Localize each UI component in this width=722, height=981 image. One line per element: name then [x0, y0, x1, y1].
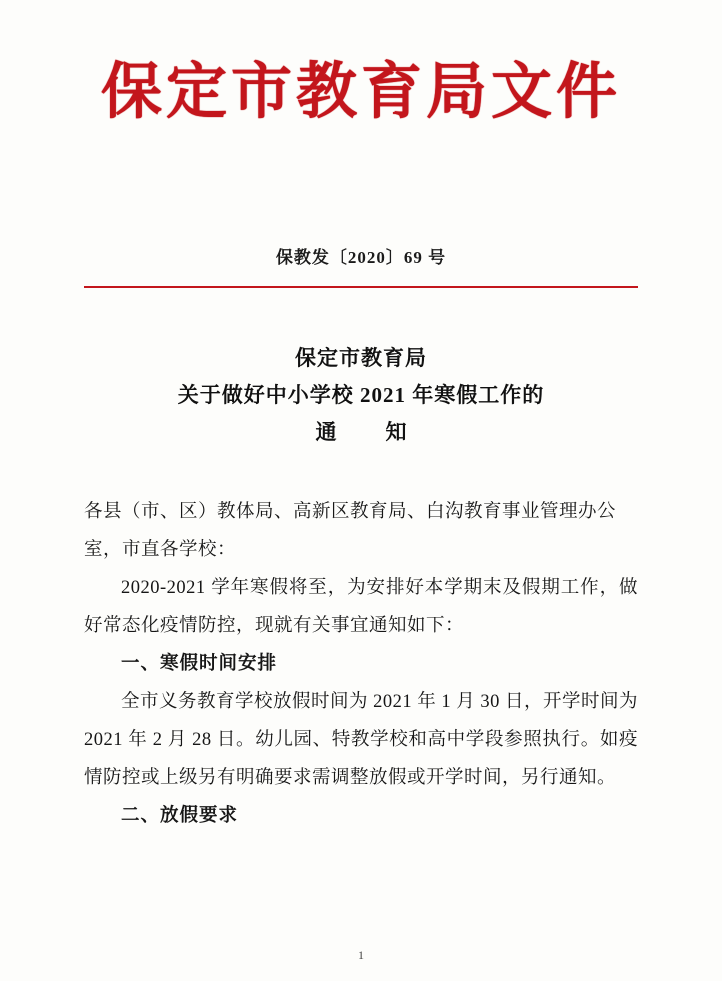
section-1-heading: 一、寒假时间安排	[121, 653, 278, 674]
section-2-heading: 二、放假要求	[121, 805, 239, 826]
addressee-line-2: 室，市直各学校：	[84, 540, 237, 561]
title-line-subject: 关于做好中小学校 2021 年寒假工作的	[177, 382, 545, 407]
intro-paragraph: 2020-2021 学年寒假将至，为安排好本学期末及假期工作，做好常态化疫情防控，现就有关事宜通知如下：	[84, 578, 638, 637]
title-line-issuer: 保定市教育局	[295, 346, 427, 370]
title-block	[84, 340, 638, 450]
title-line-notice: 通 知	[315, 419, 421, 444]
section-1-paragraph: 全市义务教育学校放假时间为 2021 年 1 月 30 日，开学时间为 2021 年 2 月 28 日。幼儿园、特教学校和高中学段参照执行。如疫情防控或上级另有明确要求需调整放假或开学时间，另行通知。	[84, 691, 639, 788]
document-number: 保教发〔2020〕69 号	[275, 248, 447, 267]
page-number: 1	[358, 948, 364, 962]
body-text	[84, 494, 638, 835]
masthead-title: 保定市教育局文件	[100, 59, 621, 126]
addressee-line-1: 各县（市、区）教体局、高新区教育局、白沟教育事业管理办公	[84, 502, 617, 523]
red-divider-rule	[84, 286, 638, 288]
